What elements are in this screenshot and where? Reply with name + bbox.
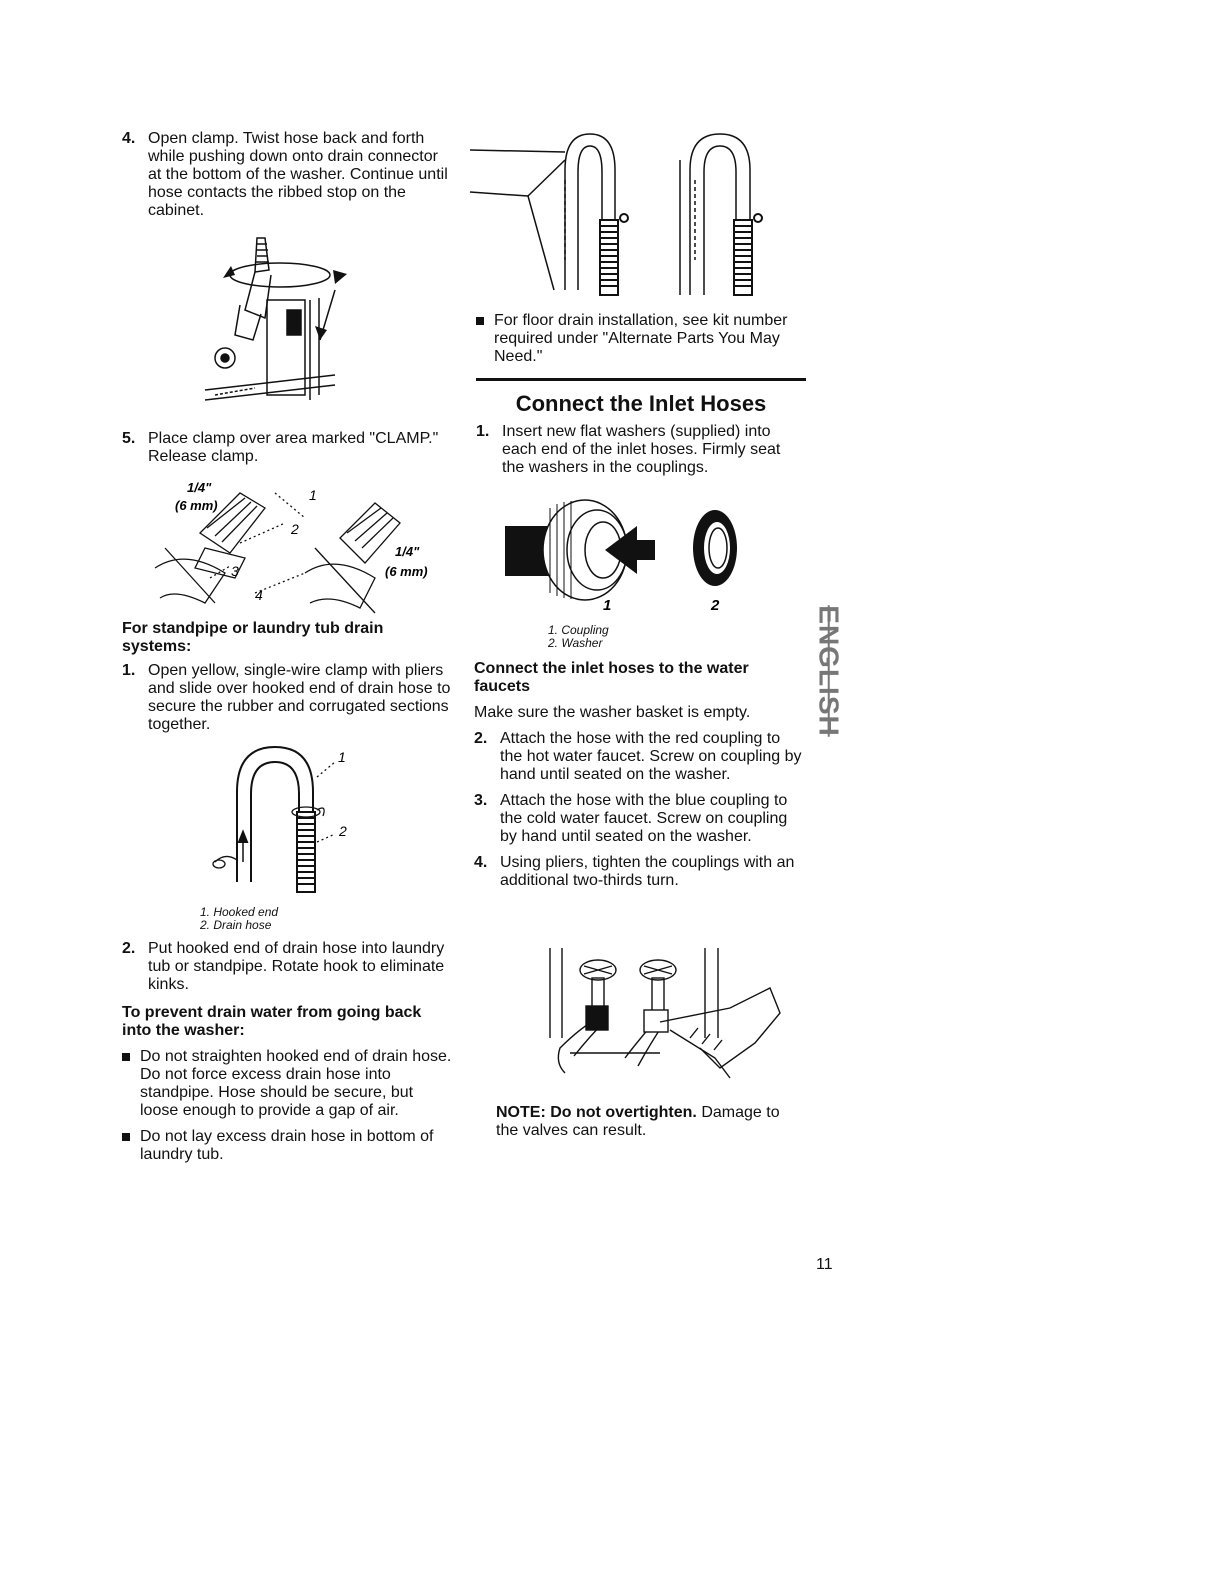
step-number: 4.: [122, 130, 136, 147]
callout-3: 3: [231, 563, 239, 579]
step-text: Place clamp over area marked "CLAMP." Release clamp.: [148, 430, 439, 465]
measure-label-2-mm: (6 mm): [385, 564, 428, 579]
step-text: Open clamp. Twist hose back and forth while pushing down onto drain connector at the bottom of the washer. Continue until hose contacts the ribbed stop on the cabinet.: [148, 130, 448, 219]
section-title: Connect the Inlet Hoses: [515, 391, 767, 416]
bullet-text: Do not straighten hooked end of drain hose. Do not force excess drain hose into standpipe. Hose should be secure, but loose enough to provide a gap of air.: [140, 1048, 452, 1119]
left-column-step5: [122, 430, 452, 466]
step-number: 2.: [474, 730, 488, 747]
coupling-washer-illustration: [505, 498, 765, 618]
callout-2: 2: [711, 597, 720, 614]
callout-2: 2: [291, 521, 299, 537]
section-divider: [476, 378, 806, 381]
coupling-captions: [548, 624, 748, 650]
step-text: Attach the hose with the blue coupling to the cold water faucet. Screw on coupling by hand until seated on the washer.: [500, 792, 788, 845]
measure-label-2: 1/4": [395, 544, 420, 559]
page-number: 11: [816, 1256, 833, 1273]
floor-drain-bullet: [476, 312, 806, 366]
callout-1: 1: [603, 597, 612, 614]
caption-drain-hose: 2. Drain hose: [200, 918, 272, 932]
bullet-square: [122, 1133, 130, 1141]
callout-4: 4: [255, 587, 263, 603]
standpipe-step-2: [122, 940, 452, 994]
step-text: Using pliers, tighten the couplings with an additional two-thirds turn.: [500, 854, 795, 889]
prevent-backflow-heading: To prevent drain water from going back into the washer:: [122, 1004, 422, 1039]
step-number: 3.: [474, 792, 488, 809]
standpipe-step-1: [122, 662, 452, 734]
language-side-tab: [812, 596, 846, 746]
step-text: Attach the hose with the red coupling to the hot water faucet. Screw on coupling by hand until seated on the washer.: [500, 730, 802, 783]
bullet-square: [476, 317, 484, 325]
caption-washer: 2. Washer: [548, 636, 603, 650]
hook-captions: [200, 906, 400, 932]
twist-hose-illustration: [195, 230, 375, 420]
left-column-bottom: [122, 940, 452, 1164]
right-column-top: [476, 312, 806, 477]
step-number: 2.: [122, 940, 136, 957]
inlet-step-2: [474, 730, 804, 784]
bullet-item: [122, 1128, 452, 1164]
callout-1: 1: [309, 487, 317, 503]
note-label: NOTE: Do not overtighten.: [496, 1104, 697, 1121]
step-text: Insert new flat washers (supplied) into each end of the inlet hoses. Firmly seat the washers in the couplings.: [502, 423, 781, 476]
note-block: [496, 1104, 806, 1140]
step-4-open-clamp: [122, 130, 452, 220]
step-text: Open yellow, single-wire clamp with pliers and slide over hooked end of drain hose to secure the rubber and corrugated sections together.: [148, 662, 451, 733]
step-number: 5.: [122, 430, 136, 447]
left-column: [122, 130, 452, 220]
step-5-place-clamp: [122, 430, 452, 466]
drain-hose-placement-illustration: [470, 130, 780, 300]
left-column-standpipe: [122, 620, 452, 734]
right-column-steps: [474, 660, 804, 890]
step-number: 1.: [122, 662, 136, 679]
bullet-text: For floor drain installation, see kit number required under "Alternate Parts You May Need.": [494, 312, 788, 365]
inlet-step-4: [474, 854, 804, 890]
measure-label-1: 1/4": [187, 480, 212, 495]
step-number: 1.: [476, 423, 490, 440]
note-text: Damage to the valves can result.: [496, 1104, 780, 1139]
language-tab-label: ENGLISH: [814, 605, 845, 737]
caption-hooked-end: 1. Hooked end: [200, 905, 279, 919]
clamp-placement-illustration: [145, 478, 445, 618]
bullet-item: [122, 1048, 452, 1120]
caption-coupling: 1. Coupling: [548, 623, 609, 637]
inlet-step-3: [474, 792, 804, 846]
measure-label-1-mm: (6 mm): [175, 498, 218, 513]
faucets-intro: Make sure the washer basket is empty.: [474, 704, 751, 721]
standpipe-heading: For standpipe or laundry tub drain systems:: [122, 620, 384, 655]
faucet-tightening-illustration: [540, 948, 790, 1098]
step-text: Put hooked end of drain hose into laundry tub or standpipe. Rotate hook to eliminate kinks.: [148, 940, 445, 993]
bullet-text: Do not lay excess drain hose in bottom of laundry tub.: [140, 1128, 434, 1163]
inlet-step-1: [476, 423, 806, 477]
hooked-hose-illustration: [205, 742, 375, 902]
step-number: 4.: [474, 854, 488, 871]
callout-2: 2: [339, 823, 347, 839]
faucets-heading: Connect the inlet hoses to the water faucets: [474, 660, 749, 695]
callout-1: 1: [338, 749, 346, 765]
bullet-square: [122, 1053, 130, 1061]
